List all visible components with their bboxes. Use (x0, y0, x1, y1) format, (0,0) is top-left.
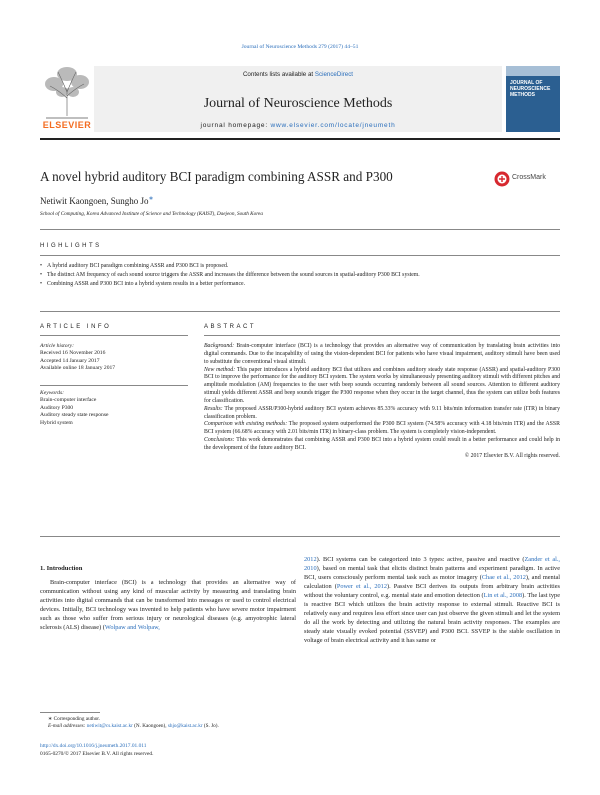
publisher-name: ELSEVIER (42, 120, 92, 130)
header-rule (40, 138, 560, 140)
body-text: ), and mental calculation ( (304, 574, 560, 591)
accepted-date: Accepted 14 January 2017 (40, 357, 100, 364)
body-left-column (40, 578, 296, 633)
elsevier-logo (40, 64, 94, 130)
homepage-prefix: journal homepage: (200, 122, 271, 129)
abstract-label: Comparison with existing methods: (204, 421, 288, 428)
keywords-heading: Keywords: (40, 390, 65, 396)
abstract-label: Conclusions: (204, 437, 235, 444)
keyword: Auditory P300 (40, 404, 74, 411)
abstract-method (204, 367, 560, 406)
divider (40, 385, 188, 386)
journal-cover (506, 66, 560, 132)
paper-title: A novel hybrid auditory BCI paradigm combining ASSR and P300 (40, 169, 393, 184)
doi-link[interactable]: http://dx.doi.org/10.1016/j.jneumeth.2017.01.011 (40, 743, 147, 749)
keyword: Hybrid system (40, 419, 73, 426)
cover-title: JOURNAL OF NEUROSCIENCE METHODS (510, 80, 551, 98)
corresponding-note: ∗ Corresponding author. (48, 716, 101, 722)
body-text: Brain-computer interface (BCI) is a technology that provides an alternative way of communication without using any kind of muscular activity by measuring and translating brain activities into digital commands that can be transformed into messages or used to control electrical devices. Initially, BCI technology was invented to help patients who have severe motor impairment such as those who suffer from serious injury or neurological diseases (e.g. amyotrophic lateral sclerosis (ALS) disease) ( (40, 579, 296, 632)
abstract-heading: ABSTRACT (204, 324, 257, 330)
journal-title: Journal of Neuroscience Methods (203, 96, 393, 111)
body-right-column (304, 555, 560, 645)
citation-link[interactable]: Chae et al., 2012 (481, 574, 526, 582)
crossmark-badge[interactable] (494, 170, 554, 188)
body-text: ). BCI systems can be categorized into 3 types: active, passive and reactive ( (316, 556, 525, 563)
footnote (40, 716, 296, 730)
highlights-heading: HIGHLIGHTS (40, 243, 102, 249)
email-owner: (S. Jo). (202, 723, 219, 729)
abstract-text: The proposed system outperformed the P300 BCI system (74.58% accuracy with 4.18 bits/min ITR) and the ASSR BCI system (66.68% accuracy with 2.01 bits/min ITR) in binary-class problem. The system is completely vision-independent. (204, 421, 560, 436)
body-text: ). Passive BCI derives its outputs from arbitrary brain activities without the voluntary control, e.g. mental state and emotion detection ( (304, 583, 560, 600)
corresponding-text: Corresponding author. (53, 716, 101, 722)
contents-line (94, 71, 502, 78)
email-owner: (N. Kaongoen), (132, 723, 167, 729)
keywords (40, 390, 190, 427)
author-names: Netiwit Kaongoen, Sungho Jo (40, 196, 149, 206)
homepage-link[interactable]: www.elsevier.com/locate/jneumeth (270, 122, 396, 129)
abstract-background (204, 343, 560, 367)
header-box (94, 66, 502, 132)
abstract-label: New method: (204, 366, 236, 373)
online-date: Available online 18 January 2017 (40, 365, 116, 372)
email-link[interactable]: shjo@kaist.ac.kr (167, 723, 203, 729)
crossmark-label: CrossMark (512, 174, 546, 181)
corresponding-mark[interactable]: ∗ (148, 196, 154, 202)
abstract-label: Results: (204, 405, 223, 412)
abstract-text: Brain-computer interface (BCI) is a technology that provides an alternative way of communication by translating brain activities into digital commands. Due to the incapability of using the vision-dependent BCI for patients who have visual impairment, auditory stimuli have been used to substitute the conventional visual stimuli. (204, 343, 560, 365)
divider (40, 311, 560, 312)
journal-reference[interactable]: Journal of Neuroscience Methods 279 (2017) 44–51 (241, 44, 359, 50)
cover-stripe (506, 66, 560, 76)
article-info-heading: ARTICLE INFO (40, 324, 112, 330)
article-history (40, 343, 190, 373)
citation-link[interactable]: Lin et al., 2008 (483, 592, 523, 600)
citation-link[interactable]: 2012 (304, 556, 317, 563)
body-paragraph (304, 555, 560, 645)
email-note (40, 723, 296, 730)
received-date: Received 16 November 2016 (40, 350, 106, 357)
sciencedirect-link[interactable]: ScienceDirect (314, 71, 354, 78)
abstract-body (204, 343, 560, 461)
abstract-text: This work demonstrates that combining ASSR and P300 BCI into a hybrid system could result in a better performance and could help in the development of the future auditory BCI. (204, 437, 560, 451)
citation-link[interactable]: Power et al., 2012 (336, 583, 387, 591)
copyright: © 2017 Elsevier B.V. All rights reserved. (464, 452, 560, 459)
body-text: ). The last type is reactive BCI which utilizes the brain activity response to external stimuli. Reactive BCI is relatively easy and requires less effort since user can just observe the given stimuli and let the system do all the work by detecting and utilizing the natural brain activity responses. The examples are steady state visually evoked potential (SSVEP) and P300 BCI. SSVEP is the stable oscillation in voltage of brain electrical activity and it has same or (304, 592, 560, 645)
email-link[interactable]: netiwit@cs.kaist.ac.kr (86, 723, 133, 729)
divider (40, 335, 188, 336)
highlight-item: • The distinct AM frequency of each sound source triggers the ASSR and increases the difference between the sound sources in spatial-auditory P300 BCI system. (40, 271, 560, 279)
abstract-label: Background: (204, 343, 235, 349)
divider (40, 255, 560, 256)
divider (204, 335, 560, 336)
body-paragraph (40, 578, 296, 633)
divider (40, 229, 560, 230)
abstract-comparison (204, 421, 560, 437)
citation-link[interactable]: Zander et al., 2010 (304, 556, 561, 573)
section-heading: 1. Introduction (40, 565, 83, 572)
body-text: ), based on mental task that elicits distinct brain patterns and experiment paradigm. In active BCI, users consciously perform mental task such as motor imagery ( (304, 565, 560, 582)
keyword: Brain-computer interface (40, 397, 97, 404)
authors (40, 195, 154, 206)
contents-prefix: Contents lists available at (242, 71, 315, 78)
divider (40, 536, 560, 537)
issn-line: 0165-0270/© 2017 Elsevier B.V. All rights reserved. (40, 751, 154, 757)
highlight-item: • Combining ASSR and P300 BCI into a hybrid system results in a better performance. (40, 280, 560, 288)
homepage-line (94, 122, 502, 129)
abstract-results (204, 406, 560, 422)
citation-link[interactable]: Wolpaw and Wolpaw, (104, 624, 160, 632)
keyword: Auditory steady state response (40, 412, 109, 419)
highlight-item: • A hybrid auditory BCI paradigm combining ASSR and P300 BCI is proposed. (40, 262, 560, 270)
abstract-text: This paper introduces a hybrid auditory BCI that utilizes and combines auditory steady state response (ASSR) and spatial-auditory P300 BCI to improve the performance for the auditory BCI system. The system works by simultaneously presenting auditory stimuli with different pitches and amplitude modulation (AM) frequencies to the user with beep sounds occurring randomly between all sound sources. Attention to different auditory stimuli yields different ASSR and beep sounds trigger the P300 response when they occur in the target channel, thus the system can utilize both features for classification. (204, 366, 560, 404)
abstract-conclusions (204, 437, 560, 453)
affiliation: School of Computing, Korea Advanced Institute of Science and Technology (KAIST), Daejeon, South Korea (40, 211, 263, 217)
abstract-text: The proposed ASSR/P300-hybrid auditory BCI system achieves 85.33% accuracy with 9.11 bits/min information transfer rate (ITR) in binary classification problem. (204, 405, 560, 420)
email-label: E-mail addresses: (48, 723, 86, 729)
tree-icon (40, 64, 94, 120)
history-heading: Article history: (40, 343, 75, 349)
footnote-rule (40, 712, 100, 713)
journal-header (40, 60, 560, 133)
highlights-list (40, 262, 560, 289)
